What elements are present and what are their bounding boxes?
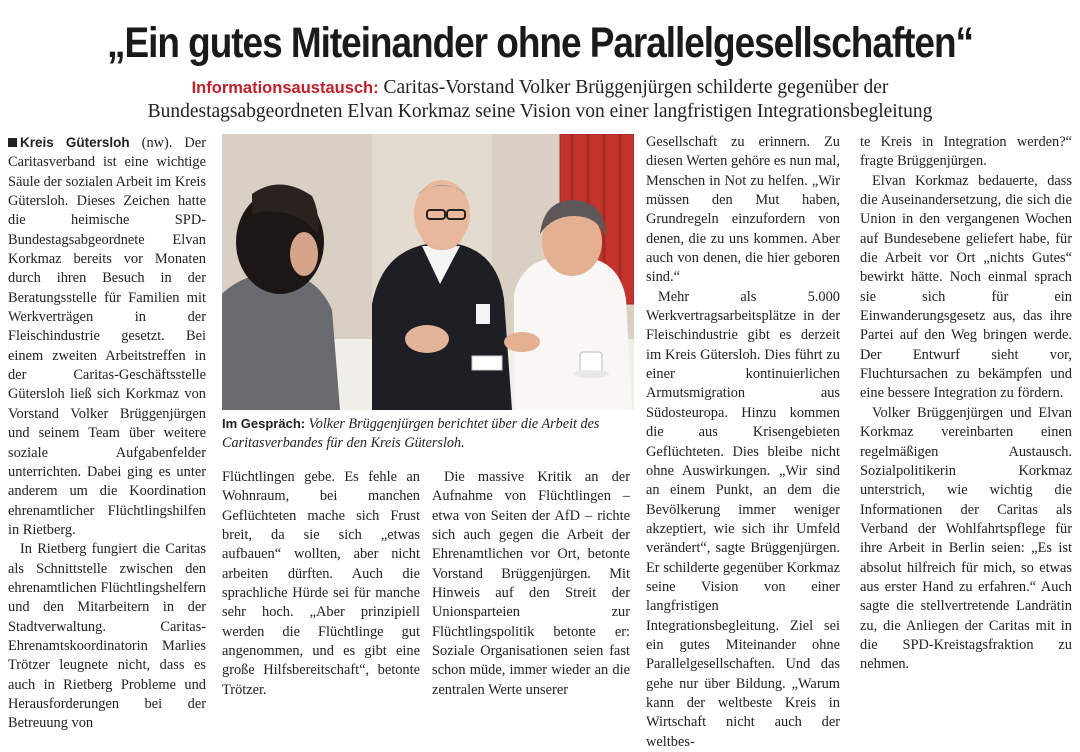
caption-label: Im Gespräch: <box>222 416 306 431</box>
subhead-line-1: Caritas-Vorstand Volker Brüggenjürgen schilderte gegenüber der <box>383 77 889 98</box>
text-column-1 <box>8 133 206 734</box>
location-label: Kreis Gütersloh <box>20 135 130 150</box>
text-column-3 <box>432 468 630 700</box>
square-bullet-icon <box>8 138 17 147</box>
paragraph: (nw). Der Caritasverband ist eine wichtige Säule der sozialen Arbeit im Kreis Gütersloh. Dieses Zeichen hatte die heimische SPD-Bundestagsabgeordnete Elvan Korkmaz bereits vor Monaten durch ihren Besuch in der Beratungsstelle für Familien mit Werkverträgen in der Fleischindustrie gesetzt. Bei einem zweiten Arbeitstreffen in der Caritas-Geschäftsstelle Gütersloh ließ sich Korkmaz von Vorstand Volker Brüggenjürgen und seinem Team über weitere soziale Aufgabenfelder unterrichten. Dabei ging es unter anderem um die Koordination ehrenamtlicher Flüchtlingshilfen in Rietberg. <box>8 135 206 538</box>
text-column-2 <box>222 468 420 700</box>
paragraph: In Rietberg fungiert die Caritas als Schnittstelle zwischen den ehrenamtlichen Flüchtlingshelfern und den Mitarbeitern in der Stadtverwaltung. Caritas-Ehrenamtskoordinatorin Marlies Trötzer leugnete nicht, dass es auch in Rietberg Probleme und Herausforderungen bei der Betreuung von <box>8 541 206 732</box>
paragraph: Elvan Korkmaz bedauerte, dass die Auseinandersetzung, die sich die Union in den vergangenen Wochen auf Bundesebene geliefert habe, für die Arbeit vor Ort „nichts Gutes“ bewirkt hätte. Noch einmal sprach sie sich für ein Einwanderungsgesetz aus, das ihre Partei auf den Weg bringen werde. Der Entwurf sieht vor, Fluchtursachen zu bekämpfen und eine bessere Integration zu fördern. <box>860 172 1072 402</box>
paragraph: Flüchtlingen gebe. Es fehle an Wohnraum, bei manchen Geflüchteten mache sich Frust breit, da sie sich „etwas aufbauen“ wollten, aber nicht arbeiten dürften. Auch die sprachliche Hürde sei für manche sehr hoch. „Aber prinzipiell werden die Flüchtlinge gut angenommen, und es gibt eine große Hilfsbereitschaft“, betonte Trötzer. <box>222 469 420 698</box>
text-column-4 <box>646 133 840 752</box>
caption-text: Volker Brüggenjürgen berichtet über die Arbeit des Caritasverbandes für den Kreis Gütersloh. <box>222 416 600 451</box>
paragraph: te Kreis in Integration werden?“ fragte Brüggenjürgen. <box>860 134 1072 170</box>
text-column-5 <box>860 133 1072 675</box>
article-headline: „Ein gutes Miteinander ohne Parallelgesellschaften“ <box>107 19 973 67</box>
article-photo <box>222 134 634 410</box>
article-subhead <box>60 75 1020 101</box>
paragraph: Mehr als 5.000 Werkvertragsarbeitsplätze in der Fleischindustrie gibt es derzeit im Kreis Gütersloh. Dies führt zu einer kontinuierlichen Armutsmigration aus Südosteuropa. Hinzu kommen die aus Krisengebieten Geflüchteten. Dies bleibe nicht ohne Auswirkungen. „Wir sind an einem Punkt, an dem die Bevölkerung immer weniger akzeptiert, wie sich ihr Umfeld verändert“, sagte Brüggenjürgen. Er schilderte gegenüber Korkmaz seine Vision von einer langfristigen Integrationsbegleitung. Ziel sei ein gutes Miteinander ohne Parallelgesellschaften. Und das gehe nur über Bildung. „Warum kann der weltbeste Kreis in Wirtschaft nicht auch der weltbes- <box>646 288 840 750</box>
paragraph: Gesellschaft zu erinnern. Zu diesen Werten gehöre es nun mal, Menschen in Not zu helfen. „Wir müssen den Mut haben, Grundregeln einzufordern von denen, die zu uns kommen. Aber auch von denen, die hier geboren sind.“ <box>646 134 840 286</box>
paragraph: Die massive Kritik an der Aufnahme von Flüchtlingen – etwa von Seiten der AfD – richte sich auch gegen die Arbeit der Ehrenamtlichen vor Ort, betonte Vorstand Brüggenjürgen. Mit Hinweis auf den Streit der Unionsparteien zur Flüchtlingspolitik betonte er: Soziale Organisationen seien fast schon müde, immer wieder an die zentralen Werte unserer <box>432 469 630 698</box>
photo-caption <box>222 414 634 453</box>
subhead-line-2: Bundestagsabgeordneten Elvan Korkmaz seine Vision von einer langfristigen Integrationsbegleitung <box>147 101 933 122</box>
paragraph: Volker Brüggenjürgen und Elvan Korkmaz vereinbarten einen regelmäßigen Austausch. Sozialpolitikerin Korkmaz unterstrich, wie wichtig die Informationen der Caritas als Verband der Wohlfahrtspflege für ihre Arbeit in Berlin seien: „Es ist absolut hilfreich für mich, so etwas aus erster Hand zu erfahren.“ Auch sagte die stellvertretende Landrätin zu, die Anliegen der Caritas mit in die SPD-Kreistagsfraktion zu nehmen. <box>860 404 1072 673</box>
meeting-photo-illustration <box>222 134 634 410</box>
kicker-label: Informationsaustausch: <box>191 79 379 97</box>
